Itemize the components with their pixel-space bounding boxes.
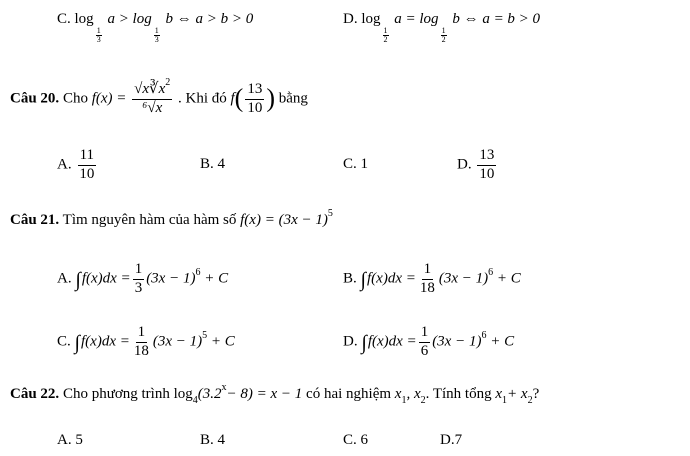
coefficient-fraction: $\frac{1}{18}$ <box>419 261 435 296</box>
q21-option-a: A. ∫f(x)dx = $\frac{1}{3}$ $(3x - 1)^6 + C$ <box>57 261 229 296</box>
root-var: , x <box>406 386 421 402</box>
q20-option-c <box>343 157 368 172</box>
function-name: f <box>230 90 235 107</box>
q20-option-a <box>57 148 98 183</box>
integral-constant: + C <box>210 333 235 350</box>
option-label: D. <box>343 11 358 27</box>
q22-option-a <box>57 433 83 448</box>
q22-option-b <box>200 433 225 448</box>
sum-var: + x <box>507 386 528 402</box>
exponent: 5 <box>327 208 333 219</box>
option-label: C. <box>343 156 357 172</box>
expr-text: b ⇔ a > b > 0 <box>165 11 254 27</box>
equation-rhs: − 8) = x − 1 <box>226 386 303 402</box>
option-value: 1 <box>360 156 369 172</box>
option-label: A. <box>57 432 72 448</box>
log-base: 4 <box>192 395 198 406</box>
question-text: có hai nghiệm <box>306 386 392 402</box>
option-label: A. <box>57 270 72 287</box>
option-value: 4 <box>217 432 226 448</box>
log-text: log <box>173 386 193 402</box>
root-var: x <box>394 386 402 402</box>
q20-stem: Câu 20. Cho f(x) = $\frac{√x∛x^2}{\text{⁶√x}}$ . Khi đó f( $\frac{13}{10}$ ) bằng <box>10 77 308 116</box>
integral-lhs: f(x)dx = <box>367 333 417 350</box>
question-text: Cho <box>62 90 88 107</box>
q21-stem <box>10 208 333 228</box>
log-base: $\frac{1}{3}$ <box>96 26 101 45</box>
log-base: $\frac{1}{3}$ <box>154 26 159 45</box>
expr-text: b ⇔ a = b > 0 <box>452 11 541 27</box>
q20-option-d <box>457 148 498 183</box>
coefficient-fraction: $\frac{1}{18}$ <box>133 324 149 359</box>
question-mark: ? <box>532 386 540 402</box>
log-base: $\frac{1}{2}$ <box>383 26 388 45</box>
question-text: . Tính tổng <box>425 386 492 402</box>
option-label: D. <box>457 156 472 173</box>
q21-option-d: D. ∫f(x)dx = $\frac{1}{6}$ $(3x - 1)^6 + C$ <box>343 324 515 359</box>
q22-option-d <box>440 433 462 448</box>
integral-lhs: f(x)dx = <box>81 333 130 350</box>
question-text: bằng <box>278 90 308 107</box>
option-label: B. <box>200 432 214 448</box>
question-text: . Khi đó <box>178 90 227 107</box>
question-label: Câu 22. <box>10 386 60 402</box>
integral-body: (3x − 1) <box>438 270 489 287</box>
option-fraction: $\frac{13}{10}$ <box>479 147 495 182</box>
option-value: 6 <box>360 432 369 448</box>
expr-text: a = log <box>394 11 439 27</box>
option-label: C. <box>57 11 71 27</box>
exponent: 6 <box>195 266 201 278</box>
function-fraction: $\frac{√x∛x^2}{\text{⁶√x}}$ <box>134 77 171 116</box>
option-label: C. <box>57 333 71 350</box>
subscript: 1 <box>502 395 508 406</box>
q22-stem <box>10 382 540 406</box>
sum-var: x <box>495 386 503 402</box>
q20-option-b <box>200 157 225 172</box>
q19-option-d <box>343 12 540 45</box>
coefficient-fraction: $\frac{1}{6}$ <box>420 324 429 359</box>
integral-constant: + C <box>496 270 521 287</box>
log-text: log <box>74 11 94 27</box>
integral-lhs: f(x)dx = <box>81 270 131 287</box>
argument-fraction: $\frac{13}{10}$ <box>247 81 263 116</box>
exponent: x <box>221 382 227 393</box>
integral-body: (3x − 1) <box>146 270 196 287</box>
q21-option-b: B. ∫f(x)dx = $\frac{1}{18}$ $(3x - 1)^6 + C$ <box>343 261 521 296</box>
function-def: f(x) = (3x − 1) <box>240 212 328 228</box>
option-label: B. <box>200 156 214 172</box>
log-base: $\frac{1}{2}$ <box>441 26 446 45</box>
option-label: A. <box>57 156 72 173</box>
subscript: 1 <box>401 395 407 406</box>
option-label: D.7 <box>440 432 463 448</box>
exponent: 6 <box>488 266 494 278</box>
coefficient-fraction: $\frac{1}{3}$ <box>134 261 143 296</box>
subscript: 2 <box>527 395 533 406</box>
expr-text: a > log <box>107 11 152 27</box>
q21-option-c: C. ∫f(x)dx = $\frac{1}{18}$ $(3x - 1)^5 + C$ <box>57 324 235 359</box>
log-text: log <box>361 11 381 27</box>
q19-option-c <box>57 12 253 45</box>
option-value: 4 <box>217 156 226 172</box>
integral-constant: + C <box>490 333 515 350</box>
option-value: 5 <box>75 432 83 448</box>
option-label: C. <box>343 432 357 448</box>
option-label: D. <box>343 333 358 350</box>
question-label: Câu 20. <box>10 90 60 107</box>
question-text: Cho phương trình <box>62 386 170 402</box>
option-fraction: $\frac{11}{10}$ <box>79 147 95 182</box>
integral-body: (3x − 1) <box>432 333 482 350</box>
subscript: 2 <box>420 395 426 406</box>
integral-body: (3x − 1) <box>152 333 203 350</box>
function-def: f(x) = <box>91 90 127 107</box>
integral-constant: + C <box>204 270 229 287</box>
question-label: Câu 21. <box>10 212 60 228</box>
exponent: 5 <box>202 329 208 341</box>
log-argument: (3.2 <box>197 386 222 402</box>
integral-lhs: f(x)dx = <box>367 270 416 287</box>
question-text: Tìm nguyên hàm của hàm số <box>62 212 237 228</box>
option-label: B. <box>343 270 357 287</box>
exponent: 6 <box>481 329 487 341</box>
q22-option-c <box>343 433 368 448</box>
